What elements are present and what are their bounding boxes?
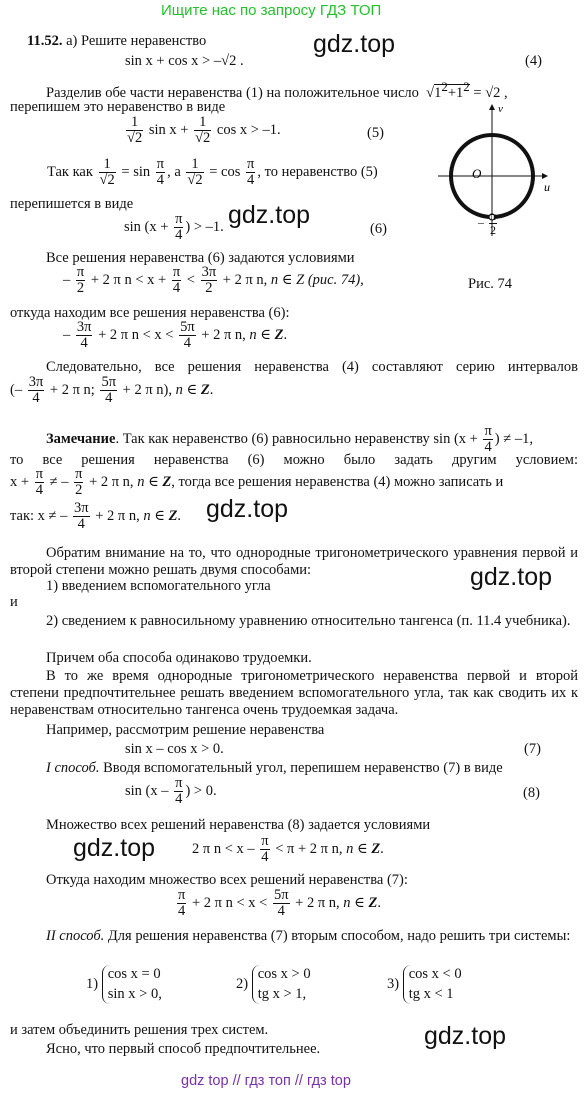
paragraph-text: Например, рассмотрим решение неравенства <box>46 722 325 738</box>
paragraph-text: Следовательно, все решения неравенства (4) составляют серию интервалов <box>46 359 578 375</box>
paragraph: Так как $\frac{1}{√2}$ = sin $\frac{\pi}{4}$ , а $\frac{1}{√2}$ = cos $\frac{\pi}{4}$ , то неравенство (5) <box>47 156 378 189</box>
system-label: 3) <box>387 975 400 992</box>
way-1-label: I способ. <box>46 760 100 776</box>
way-2-label: II способ. <box>46 928 105 944</box>
paragraph-text: перепишем это неравенство в виде <box>10 99 226 115</box>
paragraph-text: то все решения неравенства (6) можно было задать другим условием: <box>10 452 578 468</box>
equation-number: (4) <box>525 53 542 69</box>
alt-solution: так: x ≠ – $\frac{3\pi}{4}$ + 2 π n, n ∈ Z. <box>10 500 182 533</box>
note-title: Замечание <box>46 431 116 448</box>
equation-5: $\frac{1}{√2}$ sin x + $\frac{1}{√2}$ cos x > –1. <box>127 114 281 147</box>
system-3 <box>387 965 462 1004</box>
system-line: tg x < 1 <box>408 985 454 1002</box>
condition-1: – $\frac{\pi}{2}$ + 2 π n < x + $\frac{\pi}{4}$ < $\frac{3\pi}{2}$ + 2 π n, n ∈ Z (рис. 74), <box>63 264 364 297</box>
inequality-7: sin x – cos x > 0. <box>125 741 224 757</box>
paragraph-text: В то же время однородные тригонометрического неравенства первой и второй степени предпочтительнее решать введением вспомогательного угла, так как сводить их к неравенствам относительно тангенса очень трудоемкая задача. <box>10 668 578 718</box>
paragraph-text: и затем объединить решения трех систем. <box>10 1022 269 1038</box>
system-line: sin x > 0, <box>107 985 162 1002</box>
paragraph-text: Так как <box>47 164 93 181</box>
problem-number: 11.52. <box>27 33 63 49</box>
paragraph-text: перепишется в виде <box>10 196 134 212</box>
angle-label: – $\frac{\pi}{2}$ <box>478 209 497 237</box>
inequality-4: sin x + cos x > –√2 . <box>125 53 244 69</box>
paragraph-text: то неравенство (5) <box>264 164 378 181</box>
system-2 <box>236 965 311 1004</box>
u-label: u <box>544 180 550 194</box>
condition-3: 2 π n < x – $\frac{\pi}{4}$ < π + 2 π n, n ∈ Z. <box>192 833 384 866</box>
footer-links[interactable]: gdz top // гдз топ // гдз top <box>181 1073 351 1089</box>
watermark: gdz.top <box>228 201 311 229</box>
condition-2: – $\frac{3\pi}{4}$ + 2 π n < x < $\frac{5\pi}{4}$ + 2 π n, n ∈ Z. <box>63 319 288 352</box>
figure-caption: Рис. 74 <box>468 276 513 292</box>
system-line: cos x = 0 <box>107 966 161 982</box>
paragraph-text: Причем оба способа одинаково трудоемки. <box>46 650 312 666</box>
part-a-label: а) Решите неравенство <box>66 33 207 49</box>
paragraph-text: тогда все решения неравенства (4) можно записать и <box>178 474 504 491</box>
origin-label: O <box>472 166 482 181</box>
system-line: cos x < 0 <box>408 966 462 982</box>
note-paragraph: Замечание. Так как неравенство (6) равносильно неравенству sin (x + $\frac{\pi}{4}$ ) ≠ –1, <box>46 423 533 456</box>
conjunction: и <box>10 594 18 610</box>
sqrt-value: = √2 , <box>473 84 508 101</box>
unit-circle-figure <box>438 96 578 246</box>
way-2-paragraph <box>10 928 578 945</box>
way-1-paragraph <box>46 760 503 777</box>
watermark: gdz.top <box>73 834 156 862</box>
paragraph-text: так: <box>10 508 35 525</box>
paragraph-text: Разделив обе части неравенства (1) на положительное число <box>46 84 419 101</box>
system-label: 2) <box>236 975 249 992</box>
watermark: gdz.top <box>206 495 289 523</box>
paragraph-text: Ясно, что первый способ предпочтительнее. <box>46 1041 321 1057</box>
watermark: gdz.top <box>313 30 396 58</box>
problem-heading <box>27 33 206 50</box>
paragraph-text: Вводя вспомогательный угол, перепишем неравенство (7) в виде <box>103 760 503 776</box>
equation-6: sin (x + $\frac{\pi}{4}$ ) > –1. <box>124 211 224 244</box>
search-banner: Ищите нас по запросу ГДЗ ТОП <box>161 2 382 19</box>
equation-number: (8) <box>523 785 540 801</box>
paragraph-text: Для решения неравенства (7) вторым способом, надо решить три системы: <box>107 928 571 944</box>
alt-condition: x + $\frac{\pi}{4}$ ≠ – $\frac{\pi}{2}$ + 2 π n, n ∈ Z, тогда все решения неравенства (4) можно записать и <box>10 466 504 499</box>
equation-number: (7) <box>524 741 541 757</box>
paragraph-text: Обратим внимание на то, что однородные тригонометрического уравнения первой и второй степени можно решать двумя способами: <box>10 545 578 578</box>
paragraph-text: Множество всех решений неравенства (8) задается условиями <box>46 817 431 833</box>
equation-number: (5) <box>367 125 384 141</box>
v-label: v <box>498 103 503 115</box>
paragraph-text: откуда находим все решения неравенства (6): <box>10 305 290 321</box>
paragraph-text: . Так как неравенство (6) равносильно неравенству sin (x + <box>115 431 478 448</box>
method-1: 1) введением вспомогательного угла <box>46 578 271 594</box>
watermark: gdz.top <box>424 1022 507 1050</box>
paragraph-text: Откуда находим множество всех решений неравенства (7): <box>46 872 408 888</box>
paragraph-text: Все решения неравенства (6) задаются условиями <box>46 250 355 266</box>
method-2: 2) сведением к равносильному уравнению относительно тангенса (п. 11.4 учебника). <box>46 613 571 629</box>
system-label: 1) <box>86 975 99 992</box>
system-line: cos x > 0 <box>257 966 311 982</box>
system-1 <box>86 965 162 1004</box>
interval-series: (– $\frac{3\pi}{4}$ + 2 π n; $\frac{5\pi}{4}$ + 2 π n), n ∈ Z. <box>10 374 214 407</box>
watermark: gdz.top <box>470 563 553 591</box>
arrow-icon <box>542 173 548 179</box>
equation-number: (6) <box>370 221 387 237</box>
condition-tail: n ∈ Z (рис. 74), <box>270 272 364 289</box>
arrow-icon <box>489 104 495 110</box>
sqrt-expression: $√1^2+1^2$ <box>422 79 470 101</box>
system-line: tg x > 1, <box>257 985 307 1002</box>
condition-4: $\frac{\pi}{4}$ + 2 π n < x < $\frac{5\pi}{4}$ + 2 π n, n ∈ Z. <box>178 887 381 920</box>
equation-8: sin (x – $\frac{\pi}{4}$ ) > 0. <box>125 775 217 808</box>
